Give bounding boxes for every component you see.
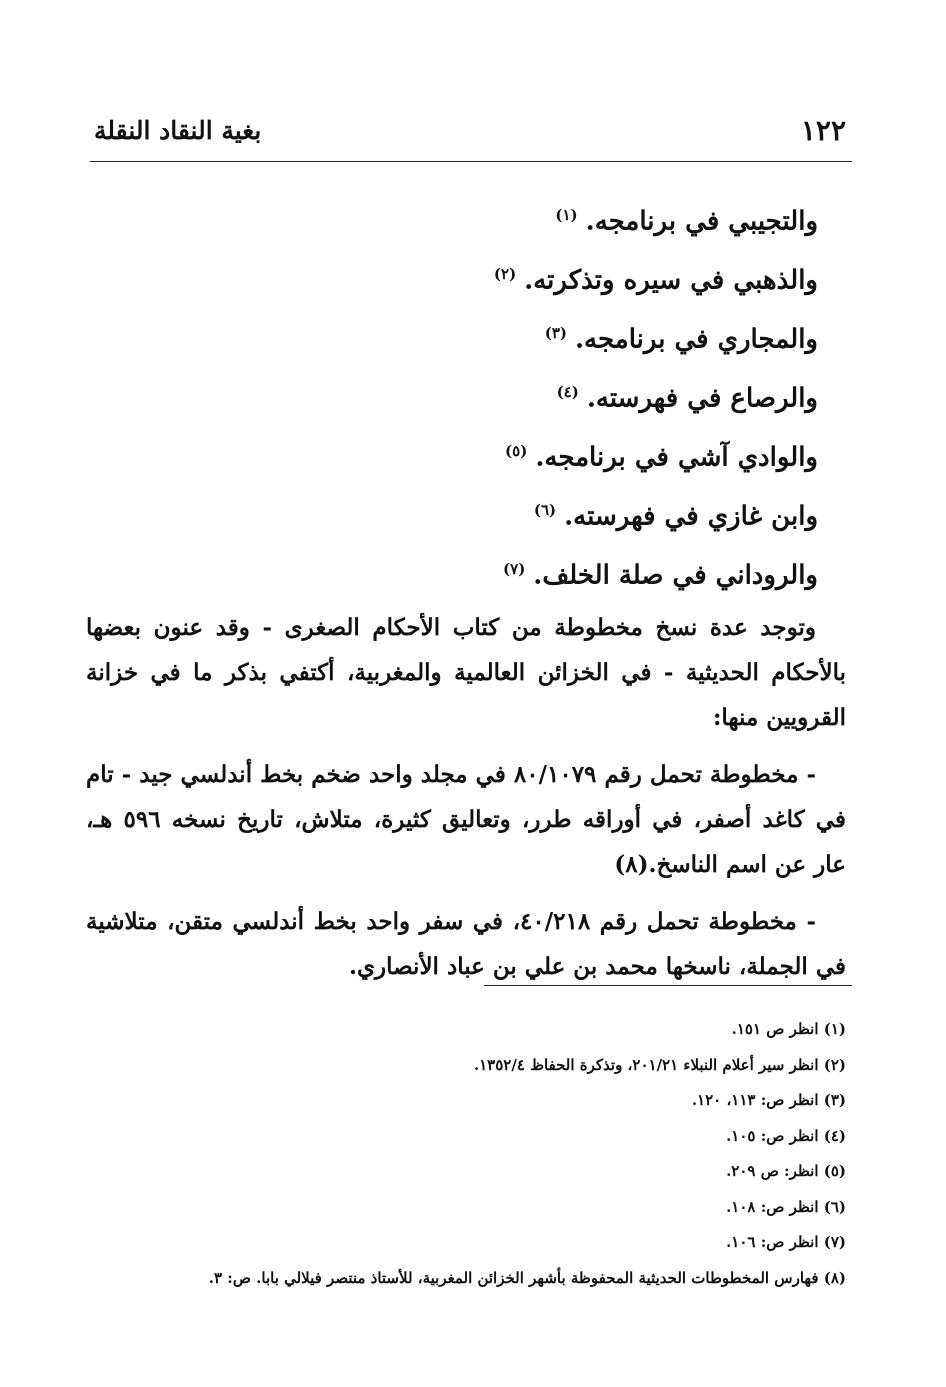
footnote-separator [484,985,852,986]
footnote-reference: (٥) [505,442,528,460]
header-divider [90,161,852,162]
footnote-reference: (٢) [493,265,517,283]
footnote-item: (٢) انظر سير أعلام النبلاء ٢٠١/٢١، وتذكرة الحفاظ ١٣٥٢/٤. [473,1055,846,1074]
source-text: والوادي آشي في برنامجه. [535,442,818,473]
source-item [298,245,818,304]
footnote-item: (٦) انظر ص: ١٠٨. [726,1197,846,1216]
source-item [298,186,818,245]
footnote-item: (٥) انظر: ص ٢٠٩. [726,1162,846,1180]
source-text: والتجيبي في برنامجه. [585,206,818,237]
footnotes [86,1012,846,1296]
footnote-item: (٨) فهارس المخطوطات الحديثية المحفوظة بأشهر الخزائن المغربية، للأستاذ منتصر فيلالي بابا. ص: ٣. [208,1268,846,1287]
footnote-item: (٣) انظر ص: ١١٣، ١٢٠. [691,1091,846,1109]
page-number: ١٢٢ [800,114,846,147]
footnote-reference: (٤) [556,383,579,401]
source-item [298,304,818,363]
source-text: والروداني في صلة الخلف. [533,560,818,591]
source-item [298,540,818,599]
manuscript-entry-2: - مخطوطة تحمل رقم ٤٠/٢١٨، في سفر واحد بخط أندلسي متقن، متلاشية في الجملة، ناسخها محمد بن علي بن عباد الأنصاري. [86,908,846,980]
source-text: والرصاع في فهرسته. [586,383,818,414]
footnote-item: (٤) انظر ص: ١٠٥. [726,1126,846,1145]
footnote-reference: (٣) [544,324,567,342]
source-text: وابن غازي في فهرسته. [564,501,818,532]
source-item [298,363,818,422]
running-title: بغية النقاد النقلة [94,116,262,145]
footnote-reference: (١) [555,206,578,224]
footnote-item: (٧) انظر ص: ١٠٦. [726,1233,846,1251]
footnote-reference: (٧) [503,560,526,578]
footnote-reference: (٦) [533,501,557,519]
source-item [298,422,818,481]
intro-paragraph: وتوجد عدة نسخ مخطوطة من كتاب الأحكام الصغرى - وقد عنون بعضها بالأحكام الحديثية - في الخزائن العالمية والمغربية، أكتفي بذكر ما في خزانة القرويين منها: [86,614,846,731]
footnote-item: (١) انظر ص ١٥١. [731,1020,846,1038]
manuscript-entry-1: - مخطوطة تحمل رقم ٨٠/١٠٧٩ في مجلد واحد ضخم بخط أندلسي جيد - تام في كاغد أصفر، في أوراقه طرر، وتعاليق كثيرة، متلاش، تاريخ نسخه ٥٩٦ هـ، عار عن اسم الناسخ.(٨) [86,761,846,878]
body-text [86,605,846,1001]
source-list [298,186,818,599]
source-text: والذهبي في سيره وتذكرته. [524,265,818,296]
source-text: والمجاري في برنامجه. [575,324,818,355]
page-header [90,108,852,158]
source-item [298,481,818,540]
